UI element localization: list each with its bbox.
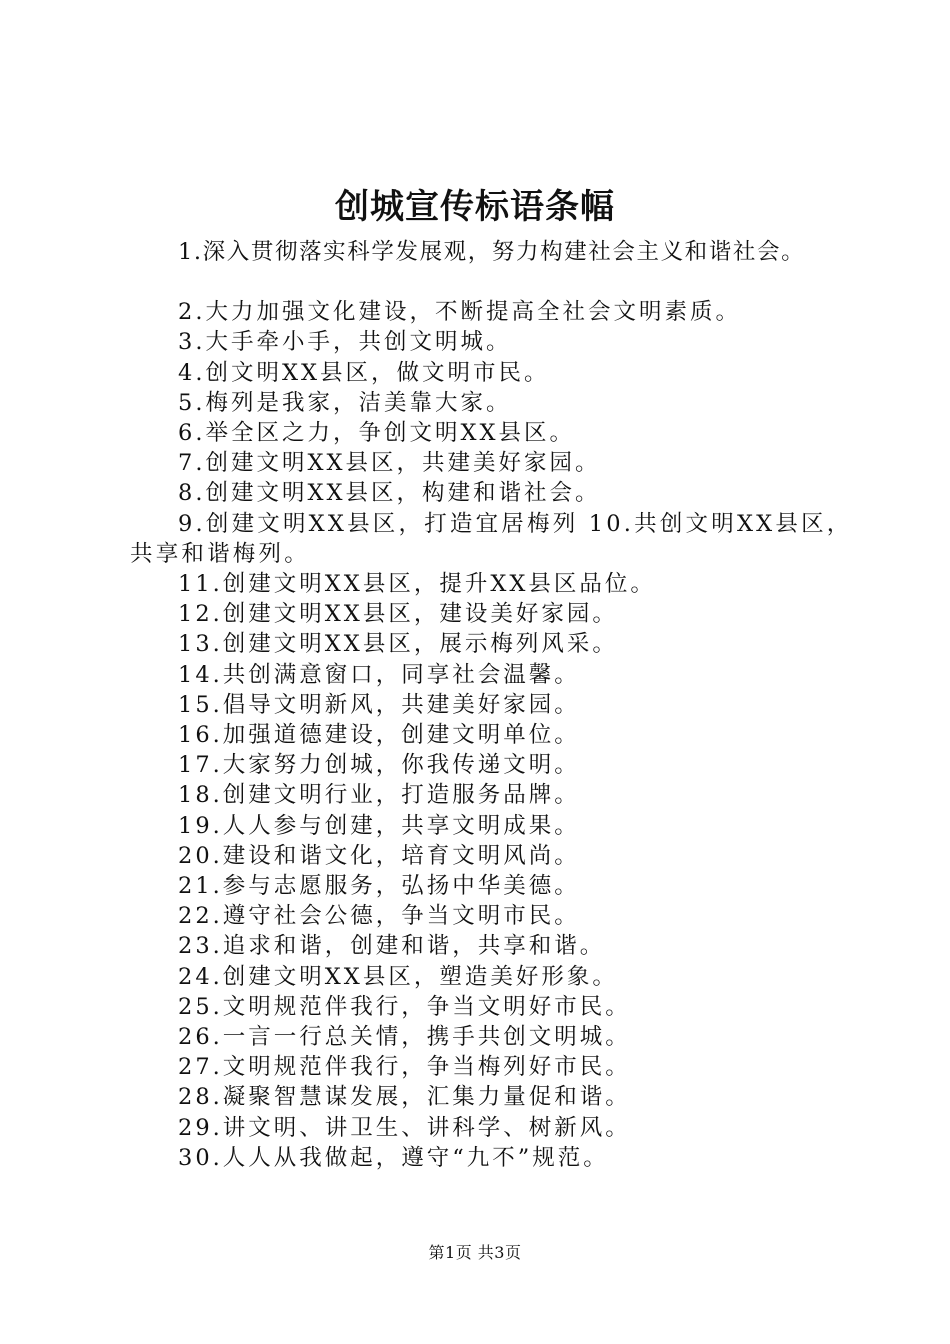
list-item: 12.创建文明XX县区，建设美好家园。 [178,601,618,628]
list-item: 11.创建文明XX县区，提升XX县区品位。 [178,571,656,598]
list-item: 13.创建文明XX县区，展示梅列风采。 [178,631,618,658]
list-item: 15.倡导文明新风，共建美好家园。 [178,691,580,718]
list-item: 18.创建文明行业，打造服务品牌。 [178,782,580,809]
list-item: 5.梅列是我家，洁美靠大家。 [178,389,512,416]
page-title: 创城宣传标语条幅 [335,187,615,227]
list-item: 16.加强道德建设，创建文明单位。 [178,722,580,749]
list-item: 3.大手牵小手，共创文明城。 [178,329,512,356]
list-item: 25.文明规范伴我行，争当文明好市民。 [178,993,631,1020]
list-item: 22.遵守社会公德，争当文明市民。 [178,903,580,930]
list-item: 20.建设和谐文化，培育文明风尚。 [178,842,580,869]
list-item: 2.大力加强文化建设，不断提高全社会文明素质。 [178,299,741,326]
list-item: 28.凝聚智慧谋发展，汇集力量促和谐。 [178,1084,631,1111]
list-item: 6.举全区之力，争创文明XX县区。 [178,420,576,447]
list-item: 26.一言一行总关情，携手共创文明城。 [178,1024,631,1051]
list-item: 30.人人从我做起，遵守“九不”规范。 [178,1144,609,1171]
list-item: 24.创建文明XX县区，塑造美好形象。 [178,963,618,990]
list-item: 17.大家努力创城，你我传递文明。 [178,752,580,779]
list-item: 1.深入贯彻落实科学发展观，努力构建社会主义和谐社会。 [178,239,806,265]
page-footer: 第1页 共3页 [428,1243,522,1262]
list-item: 27.文明规范伴我行，争当梅列好市民。 [178,1054,631,1081]
list-item: 8.创建文明XX县区，构建和谐社会。 [178,480,601,507]
list-item: 4.创文明XX县区，做文明市民。 [178,359,550,386]
list-item: 9.创建文明XX县区，打造宜居梅列 10.共创文明XX县区，共享和谐梅列。 [130,510,853,567]
list-item: 23.追求和谐，创建和谐，共享和谐。 [178,933,606,960]
list-item: 19.人人参与创建，共享文明成果。 [178,812,580,839]
slogan-list [130,237,865,1173]
list-item: 21.参与志愿服务，弘扬中华美德。 [178,873,580,900]
list-item: 7.创建文明XX县区，共建美好家园。 [178,450,601,477]
list-item: 14.共创满意窗口，同享社会温馨。 [178,661,580,688]
list-item: 29.讲文明、讲卫生、讲科学、树新风。 [178,1114,631,1141]
